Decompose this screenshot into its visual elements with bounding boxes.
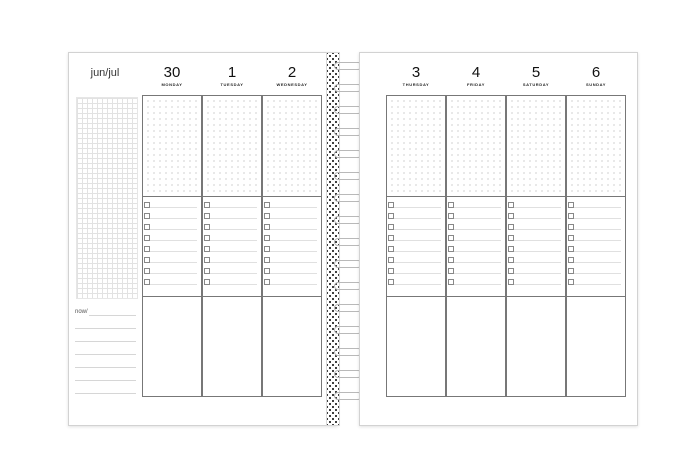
todo-row	[571, 229, 621, 230]
binder-ring	[334, 84, 362, 92]
day-name: MONDAY	[161, 82, 183, 87]
binder-ring	[334, 282, 362, 290]
checkbox-icon	[448, 235, 454, 241]
todo-row	[391, 218, 441, 219]
todo-list	[447, 196, 505, 297]
checkbox-icon	[144, 224, 150, 230]
checkbox-icon	[448, 268, 454, 274]
todo-row	[571, 273, 621, 274]
checkbox-icon	[264, 257, 270, 263]
binder-ring	[334, 172, 362, 180]
checkbox-icon	[264, 279, 270, 285]
checkbox-icon	[388, 257, 394, 263]
checkbox-icon	[144, 235, 150, 241]
todo-row	[511, 229, 561, 230]
todo-row	[511, 284, 561, 285]
binder-ring	[334, 348, 362, 356]
todo-list	[567, 196, 625, 297]
checkbox-icon	[508, 257, 514, 263]
todo-row	[511, 207, 561, 208]
todo-row	[511, 240, 561, 241]
todo-row	[451, 240, 501, 241]
checkbox-icon	[508, 268, 514, 274]
day-header-friday	[446, 65, 506, 87]
checkbox-icon	[204, 202, 210, 208]
todo-row	[391, 229, 441, 230]
day-column	[386, 95, 446, 397]
todo-row	[207, 207, 257, 208]
checkbox-icon	[144, 279, 150, 285]
day-header-sunday	[566, 65, 626, 87]
checkbox-icon	[204, 224, 210, 230]
day-column	[262, 95, 322, 397]
checkbox-icon	[568, 279, 574, 285]
binder-ring	[334, 106, 362, 114]
todo-row	[571, 207, 621, 208]
todo-row	[207, 251, 257, 252]
todo-list	[387, 196, 445, 297]
todo-row	[147, 240, 197, 241]
checkbox-icon	[508, 235, 514, 241]
checkbox-icon	[204, 235, 210, 241]
dot-grid-box	[143, 96, 201, 197]
day-name: TUESDAY	[220, 82, 244, 87]
day-name: SATURDAY	[522, 82, 550, 87]
todo-row	[511, 273, 561, 274]
binder-ring	[334, 304, 362, 312]
todo-row	[571, 218, 621, 219]
dot-grid-box	[387, 96, 445, 197]
todo-row	[511, 218, 561, 219]
checkbox-icon	[568, 257, 574, 263]
checkbox-icon	[144, 268, 150, 274]
todo-row	[207, 273, 257, 274]
day-name: THURSDAY	[402, 82, 430, 87]
todo-row	[391, 262, 441, 263]
binder-ring	[334, 370, 362, 378]
todo-list	[203, 196, 261, 297]
notes-line	[75, 341, 136, 342]
checkbox-icon	[508, 224, 514, 230]
day-number: 4	[471, 64, 481, 81]
todo-row	[571, 251, 621, 252]
binder-ring	[334, 194, 362, 202]
checkbox-icon	[448, 202, 454, 208]
checkbox-icon	[448, 224, 454, 230]
todo-list	[263, 196, 321, 297]
todo-row	[451, 218, 501, 219]
binder-ring	[334, 238, 362, 246]
todo-row	[571, 262, 621, 263]
checkbox-icon	[568, 213, 574, 219]
month-label: jun/jul	[90, 67, 120, 79]
checkbox-icon	[508, 213, 514, 219]
day-number: 30	[163, 64, 181, 81]
checkbox-icon	[388, 213, 394, 219]
todo-row	[147, 251, 197, 252]
binder-ring	[334, 216, 362, 224]
todo-row	[391, 273, 441, 274]
day-header-saturday	[506, 65, 566, 87]
todo-row	[451, 207, 501, 208]
day-number: 6	[591, 64, 601, 81]
day-number: 2	[287, 64, 297, 81]
notes-line	[75, 367, 136, 368]
todo-row	[147, 273, 197, 274]
todo-list	[507, 196, 565, 297]
todo-list	[143, 196, 201, 297]
day-header-wednesday	[262, 65, 322, 87]
checkbox-icon	[568, 268, 574, 274]
checkbox-icon	[388, 279, 394, 285]
day-header-monday	[142, 65, 202, 87]
checkbox-icon	[144, 246, 150, 252]
day-name: FRIDAY	[466, 82, 486, 87]
checkbox-icon	[508, 202, 514, 208]
day-name: WEDNESDAY	[276, 82, 308, 87]
notes-line	[89, 315, 136, 316]
checkbox-icon	[204, 279, 210, 285]
checkbox-icon	[204, 246, 210, 252]
todo-row	[391, 284, 441, 285]
checkbox-icon	[264, 246, 270, 252]
todo-row	[267, 218, 317, 219]
dot-grid-box	[567, 96, 625, 197]
todo-row	[147, 229, 197, 230]
checkbox-icon	[144, 257, 150, 263]
checkbox-icon	[204, 213, 210, 219]
checkbox-icon	[144, 213, 150, 219]
checkbox-icon	[264, 224, 270, 230]
day-number: 1	[227, 64, 237, 81]
day-name: SUNDAY	[585, 82, 607, 87]
checkbox-icon	[448, 257, 454, 263]
todo-row	[451, 262, 501, 263]
day-column	[142, 95, 202, 397]
checkbox-icon	[388, 246, 394, 252]
checkbox-icon	[264, 213, 270, 219]
todo-row	[267, 262, 317, 263]
day-column	[202, 95, 262, 397]
todo-row	[207, 229, 257, 230]
checkbox-icon	[448, 213, 454, 219]
checkbox-icon	[204, 268, 210, 274]
todo-row	[571, 240, 621, 241]
day-column	[566, 95, 626, 397]
notes-line	[75, 393, 136, 394]
todo-row	[511, 262, 561, 263]
checkbox-icon	[568, 202, 574, 208]
checkbox-icon	[144, 202, 150, 208]
binder-ring	[334, 326, 362, 334]
todo-row	[147, 218, 197, 219]
todo-row	[267, 240, 317, 241]
checkbox-icon	[568, 246, 574, 252]
todo-row	[391, 251, 441, 252]
binder-ring	[334, 150, 362, 158]
todo-row	[147, 262, 197, 263]
todo-row	[267, 207, 317, 208]
todo-row	[147, 284, 197, 285]
todo-row	[207, 284, 257, 285]
day-column	[446, 95, 506, 397]
left-grid-panel	[76, 97, 138, 299]
todo-row	[267, 273, 317, 274]
binder-ring	[334, 392, 362, 400]
todo-row	[571, 284, 621, 285]
todo-row	[451, 284, 501, 285]
checkbox-icon	[568, 235, 574, 241]
checkbox-icon	[508, 279, 514, 285]
notes-line	[75, 354, 136, 355]
checkbox-icon	[388, 235, 394, 241]
checkbox-icon	[388, 224, 394, 230]
checkbox-icon	[568, 224, 574, 230]
dot-grid-box	[263, 96, 321, 197]
day-header-tuesday	[202, 65, 262, 87]
todo-row	[207, 262, 257, 263]
left-planner-page	[68, 52, 338, 426]
notes-line	[75, 380, 136, 381]
todo-row	[147, 207, 197, 208]
checkbox-icon	[388, 268, 394, 274]
checkbox-icon	[388, 202, 394, 208]
binder-ring	[334, 62, 362, 70]
day-number: 3	[411, 64, 421, 81]
dot-grid-box	[447, 96, 505, 197]
day-column	[506, 95, 566, 397]
binder-ring	[334, 260, 362, 268]
day-number: 5	[531, 64, 541, 81]
checkbox-icon	[508, 246, 514, 252]
checkbox-icon	[264, 235, 270, 241]
todo-row	[207, 240, 257, 241]
todo-row	[511, 251, 561, 252]
todo-row	[267, 229, 317, 230]
todo-row	[207, 218, 257, 219]
checkbox-icon	[448, 246, 454, 252]
todo-row	[391, 207, 441, 208]
checkbox-icon	[448, 279, 454, 285]
checkbox-icon	[264, 202, 270, 208]
day-header-thursday	[386, 65, 446, 87]
todo-row	[267, 284, 317, 285]
todo-row	[451, 229, 501, 230]
checkbox-icon	[204, 257, 210, 263]
todo-row	[267, 251, 317, 252]
dot-grid-box	[507, 96, 565, 197]
dot-grid-box	[203, 96, 261, 197]
binder-ring	[334, 128, 362, 136]
right-planner-page	[359, 52, 638, 426]
notes-label: now/	[75, 309, 88, 315]
todo-row	[451, 273, 501, 274]
todo-row	[391, 240, 441, 241]
todo-row	[451, 251, 501, 252]
checkbox-icon	[264, 268, 270, 274]
notes-line	[75, 328, 136, 329]
